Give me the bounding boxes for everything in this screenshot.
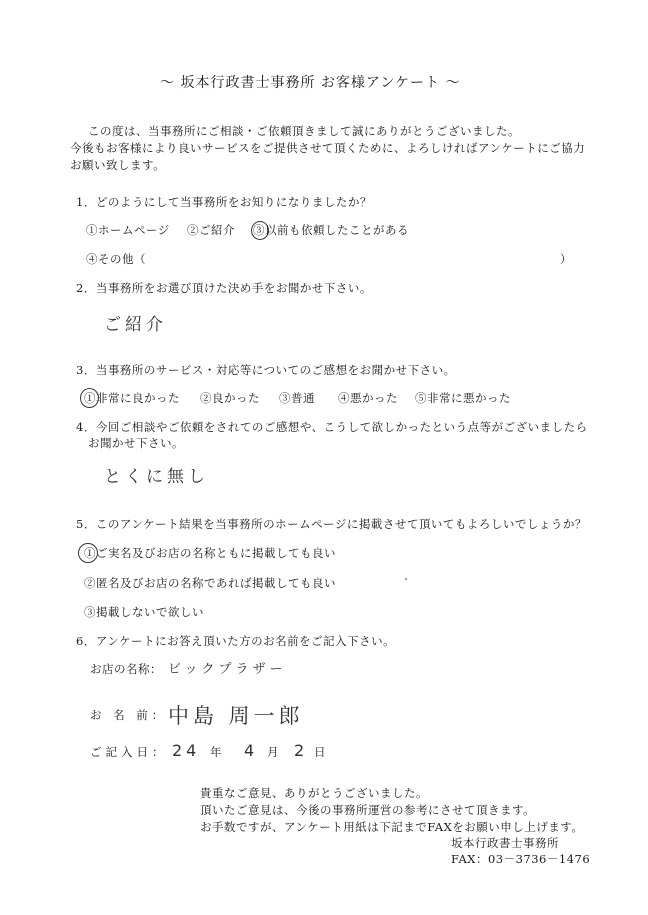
q3-option-good: ②良かった bbox=[200, 391, 260, 405]
q5-option-real-name: ①ご実名及びお店の名称ともに掲載しても良い bbox=[84, 546, 336, 560]
q3-option-neutral: ③普通 bbox=[279, 391, 315, 405]
q4-answer: とくに無し bbox=[104, 467, 209, 487]
q2-answer: ご紹介 bbox=[104, 315, 167, 335]
q1-option-homepage: ①ホームページ bbox=[86, 223, 170, 237]
q5-selected-mark bbox=[78, 543, 98, 563]
date-month-value: 4 bbox=[244, 741, 259, 760]
date-day-value: 2 bbox=[294, 741, 309, 760]
name-label: お 名 前： bbox=[90, 708, 168, 722]
q1-other-close: ） bbox=[560, 252, 572, 266]
footer-fax-request: お手数ですが、アンケート用紙は下記までFAXをお願い申し上げます。 bbox=[200, 820, 584, 834]
q2-question: 2．当事務所をお選び頂けた決め手をお聞かせ下さい。 bbox=[76, 281, 372, 295]
shop-name-value: ビックプラザー bbox=[168, 662, 287, 677]
q3-option-very-bad: ⑤非常に悪かった bbox=[415, 391, 511, 405]
q1-option-other: ④その他（ bbox=[86, 252, 146, 266]
day-label: 日 bbox=[314, 745, 326, 759]
q4-question-line-1: 4．今回ご相談やご依頼をされてのご感想や、こうして欲しかったという点等がございましたら bbox=[76, 420, 588, 434]
shop-name-label: お店の名称： bbox=[90, 662, 162, 676]
page-title: ～ 坂本行政書士事務所 お客様アンケート ～ bbox=[160, 75, 461, 91]
q1-selected-mark bbox=[251, 221, 269, 240]
footer-thanks: 貴重なご意見、ありがとうございました。 bbox=[200, 786, 428, 800]
month-label: 月 bbox=[267, 745, 279, 759]
q5-option-anonymous: ②匿名及びお店の名称であれば掲載しても良い bbox=[84, 576, 336, 590]
q4-question-line-2: お聞かせ下さい。 bbox=[88, 436, 184, 450]
q1-question: 1．どのようにして当事務所をお知りになりましたか？ bbox=[76, 195, 372, 209]
scan-speck bbox=[405, 578, 407, 580]
q1-option-previous: ③以前も依頼したことがある bbox=[253, 223, 409, 237]
q6-question: 6．アンケートにお答え頂いた方のお名前をご記入下さい。 bbox=[76, 634, 396, 648]
intro-line-3: お願い致します。 bbox=[70, 158, 166, 172]
intro-line-1: この度は、当事務所にご相談・ご依頼頂きまして誠にありがとうございました。 bbox=[88, 124, 520, 138]
q3-selected-mark bbox=[80, 388, 99, 408]
q5-option-no-publish: ③掲載しないで欲しい bbox=[84, 605, 204, 619]
footer-fax-number: FAX：03－3736－1476 bbox=[451, 852, 591, 866]
q3-option-bad: ④悪かった bbox=[338, 391, 398, 405]
footer-office-name: 坂本行政書士事務所 bbox=[451, 836, 559, 850]
q1-option-referral: ②ご紹介 bbox=[187, 223, 235, 237]
q5-question: 5．このアンケート結果を当事務所のホームページに掲載させて頂いてもよろしいでしょうか？ bbox=[76, 517, 587, 531]
name-value: 中島 周一郎 bbox=[168, 704, 304, 728]
date-label: ご記入日： bbox=[90, 745, 168, 759]
q3-option-very-good: ①非常に良かった bbox=[84, 391, 180, 405]
q3-question: 3．当事務所のサービス・対応等についてのご感想をお聞かせ下さい。 bbox=[76, 363, 456, 377]
footer-reference: 頂いたご意見は、今後の事務所運営の参考にさせて頂きます。 bbox=[200, 803, 536, 817]
year-label: 年 bbox=[210, 745, 222, 759]
date-year-value: 24 bbox=[172, 741, 201, 760]
intro-line-2: 今後もお客様により良いサービスをご提供させて頂くために、よろしければアンケートにご協力 bbox=[70, 141, 586, 155]
